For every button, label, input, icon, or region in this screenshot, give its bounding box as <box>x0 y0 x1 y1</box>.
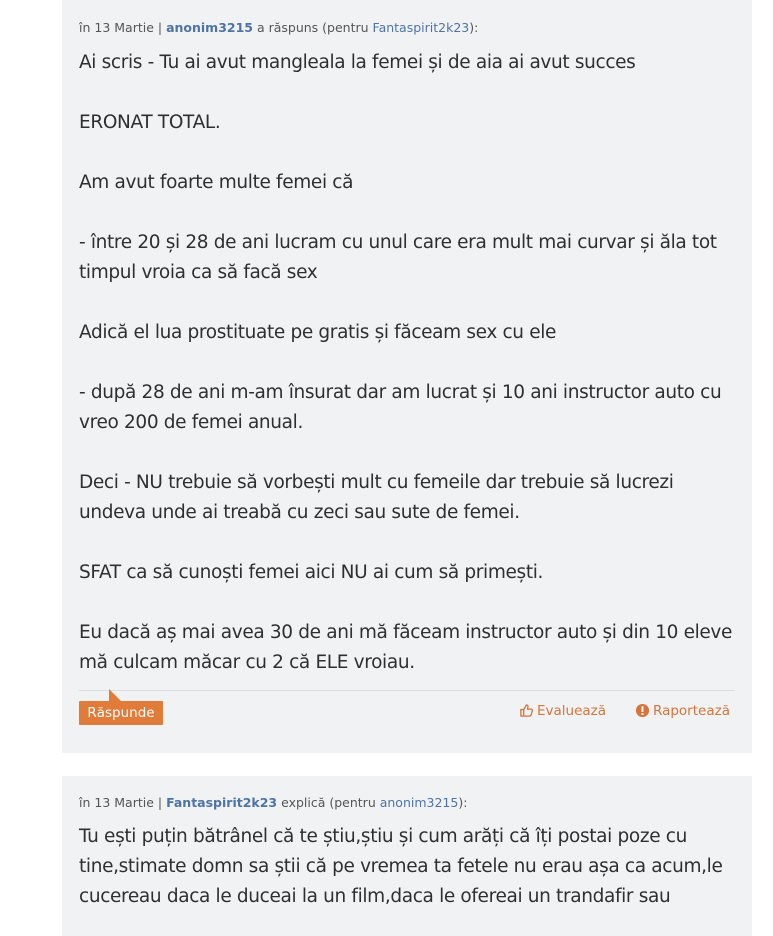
comment-card <box>62 0 752 753</box>
author-link[interactable]: Fantaspirit2k23 <box>166 795 278 810</box>
comment-paragraph: - între 20 și 28 de ani lucram cu unul care era mult mai curvar și ăla tot timpul vroia ca să facă sex <box>79 232 717 283</box>
comment-paragraph: ERONAT TOTAL. <box>79 112 221 133</box>
comment-paragraph: Ai scris - Tu ai avut mangleala la femei și de aia ai avut succes <box>79 52 636 73</box>
comment-meta <box>79 795 735 811</box>
meta-suffix: ): <box>469 20 479 35</box>
comment-paragraph: SFAT ca să cunoști femei aici NU ai cum să primești. <box>79 562 544 583</box>
comment-action-text: a răspuns (pentru <box>252 20 373 35</box>
comment-paragraph: Tu ești puțin bătrânel că te știu,știu și cum arăți că îți postai poze cu tine,stimate domn sa știi că pe vremea ta fetele nu erau așa ca acum,le cucereau daca le duceai la un film,daca le ofereai un trandafir sau <box>79 826 723 907</box>
comment-paragraph: Adică el lua prostituate pe gratis și făceam sex cu ele <box>79 322 557 343</box>
target-user-link[interactable]: anonim3215 <box>379 795 459 810</box>
actions-divider <box>79 690 735 691</box>
comment-date: în 13 Martie | <box>79 20 167 35</box>
comment-card <box>62 776 752 936</box>
comment-paragraph: Am avut foarte multe femei că <box>79 172 354 193</box>
comment-body <box>79 822 735 912</box>
report-button[interactable] <box>635 701 730 721</box>
comment-action-text: explică (pentru <box>277 795 380 810</box>
meta-suffix: ): <box>458 795 468 810</box>
comment-paragraph: Eu dacă aș mai avea 30 de ani mă făceam instructor auto și din 10 eleve mă culcam măcar cu 2 că ELE vroiau. <box>79 622 733 673</box>
comment-body <box>79 48 735 678</box>
target-user-link[interactable]: Fantaspirit2k23 <box>372 20 470 35</box>
rate-button[interactable] <box>519 701 606 721</box>
rate-label: Evaluează <box>537 703 607 719</box>
comment-paragraph: - după 28 de ani m-am însurat dar am lucrat și 10 ani instructor auto cu vreo 200 de femei anual. <box>79 382 722 433</box>
author-link[interactable]: anonim3215 <box>166 20 253 35</box>
comment-meta <box>79 20 735 36</box>
report-label: Raportează <box>653 703 730 719</box>
alert-icon <box>635 703 650 718</box>
comment-paragraph: Deci - NU trebuie să vorbești mult cu femeile dar trebuie să lucrezi undeva unde ai treabă cu zeci sau sute de femei. <box>79 472 674 523</box>
reply-button[interactable]: Răspunde <box>79 701 163 725</box>
thumbs-up-icon <box>519 703 534 718</box>
comment-date: în 13 Martie | <box>79 795 167 810</box>
